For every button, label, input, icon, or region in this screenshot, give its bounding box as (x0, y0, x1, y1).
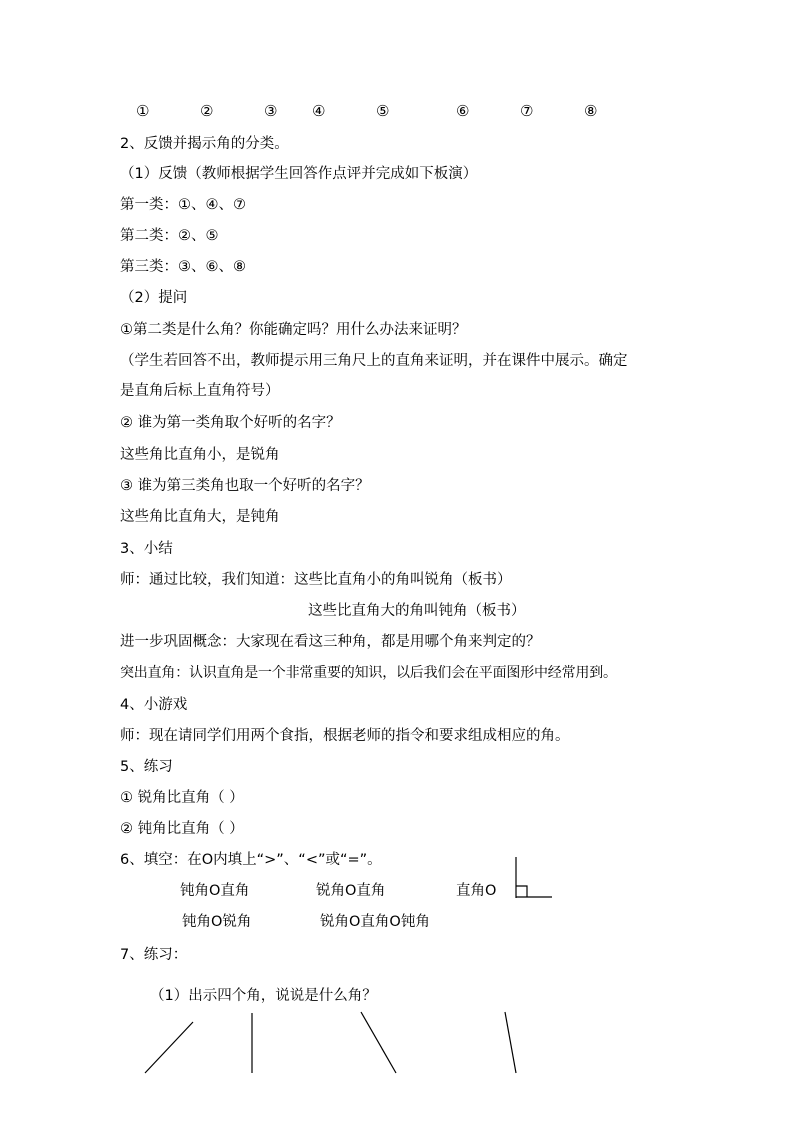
paragraph: ①第二类是什么角？你能确定吗？用什么办法来证明？ (120, 322, 467, 338)
fill-blank-item: 钝角O直角 (180, 883, 250, 899)
paragraph: 这些比直角大的角叫钝角（板书） (308, 603, 526, 619)
angle-stroke-3 (361, 1012, 396, 1073)
shape-number: ⑦ (520, 102, 534, 120)
paragraph: 师：通过比较，我们知道：这些比直角小的角叫锐角（板书） (120, 572, 512, 588)
fill-blank-item: 钝角O锐角 (182, 914, 252, 930)
paragraph: 第三类：③、⑥、⑧ (120, 259, 246, 275)
paragraph: 这些角比直角小，是锐角 (120, 447, 280, 463)
paragraph: （1）出示四个角，说说是什么角？ (150, 988, 377, 1004)
shape-number: ② (200, 102, 214, 120)
shape-number: ④ (312, 102, 326, 120)
shape-number: ③ (264, 102, 278, 120)
shape-number: ① (136, 102, 150, 120)
paragraph: 是直角后标上直角符号） (120, 383, 280, 399)
section-heading: 4、小游戏 (120, 697, 188, 713)
shape-number: ⑤ (376, 102, 390, 120)
paragraph: 进一步巩固概念：大家现在看这三种角，都是用哪个角来判定的？ (120, 634, 541, 650)
paragraph: 师：现在请同学们用两个食指，根据老师的指令和要求组成相应的角。 (120, 728, 570, 744)
right-angle-marker (516, 886, 527, 897)
paragraph: 第一类：①、④、⑦ (120, 197, 246, 213)
paragraph: （2）提问 (120, 290, 188, 306)
paragraph: ② 谁为第一类角取个好听的名字？ (120, 415, 341, 431)
fill-blank-item: 直角O (456, 883, 497, 899)
section-heading: 3、小结 (120, 541, 173, 557)
section-heading: 6、填空：在O内填上“>”、“<”或“=”。 (120, 852, 382, 868)
exercise-item: ① 锐角比直角（ ） (120, 790, 244, 806)
shape-number: ⑥ (456, 102, 470, 120)
paragraph: （学生若回答不出，教师提示用三角尺上的直角来证明，并在课件中展示。确定 (120, 353, 628, 369)
section-heading: 2、反馈并揭示角的分类。 (120, 136, 289, 152)
paragraph: ③ 谁为第三类角也取一个好听的名字？ (120, 478, 370, 494)
paragraph: 突出直角：认识直角是一个非常重要的知识，以后我们会在平面图形中经常用到。 (120, 665, 617, 681)
paragraph: 这些角比直角大，是钝角 (120, 509, 280, 525)
exercise-item: ② 钝角比直角（ ） (120, 821, 244, 837)
angle-stroke-4 (505, 1012, 516, 1073)
paragraph: （1）反馈（教师根据学生回答作点评并完成如下板演） (120, 166, 478, 182)
fill-blank-item: 锐角O直角 (316, 883, 386, 899)
fill-blank-item: 锐角O直角O钝角 (320, 914, 430, 930)
section-heading: 7、练习： (120, 947, 188, 963)
section-heading: 5、练习 (120, 759, 173, 775)
angle-stroke-1 (145, 1022, 193, 1073)
paragraph: 第二类：②、⑤ (120, 228, 219, 244)
shape-number: ⑧ (584, 102, 598, 120)
